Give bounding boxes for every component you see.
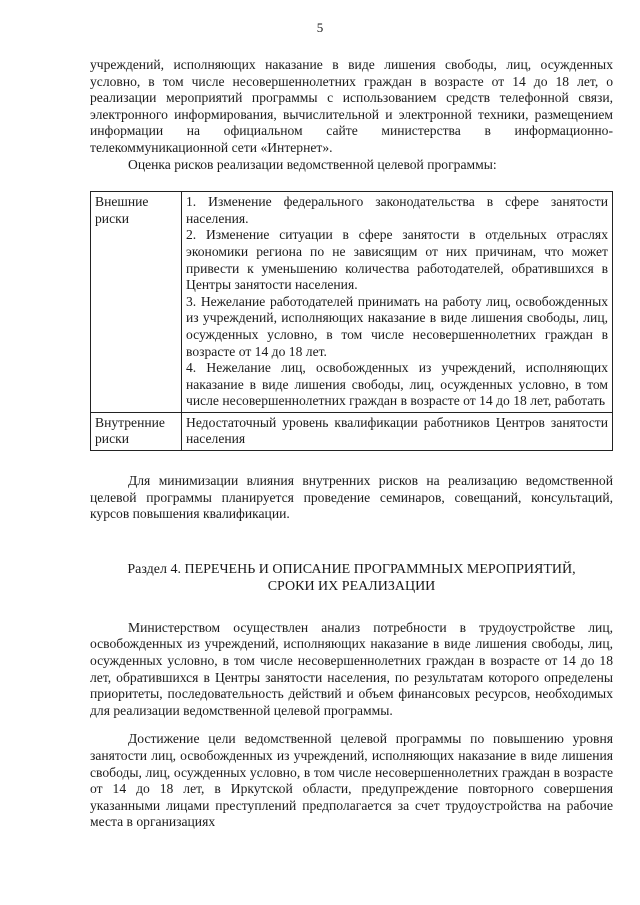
table-row-internal	[91, 412, 613, 450]
internal-risks-label: Внутренние риски	[91, 412, 182, 450]
section-title-line-1: Раздел 4. ПЕРЕЧЕНЬ И ОПИСАНИЕ ПРОГРАММНЫХ МЕРОПРИЯТИЙ,	[127, 561, 576, 577]
intro-paragraph: учреждений, исполняющих наказание в виде лишения свободы, лиц, осужденных условно, в том числе несовершеннолетних граждан в возрасте от 14 до 18 лет, о реализации мероприятий программы с использованием средств телефонной связи, электронного информирования, вычислительной и электронной техники, размещением информации на официальном сайте министерства в информационно-телекоммуникационной сети «Интернет».	[90, 57, 613, 155]
external-risks-list	[182, 192, 613, 413]
external-risk-item-1: 1. Изменение федерального законодательства в сфере занятости населения.	[186, 194, 608, 226]
section-title-line-2: СРОКИ ИХ РЕАЛИЗАЦИИ	[267, 578, 436, 594]
internal-risks-text: Недостаточный уровень квалификации работников Центров занятости населения	[182, 412, 613, 450]
external-risk-item-2: 2. Изменение ситуации в сфере занятости в отдельных отраслях экономики региона по не зависящим от них причинам, что может привести к уменьшению количества работодателей, обратившихся в Центры занятости населения.	[186, 227, 608, 293]
external-risks-label: Внешние риски	[91, 192, 182, 413]
table-caption: Оценка рисков реализации ведомственной целевой программы:	[128, 156, 497, 172]
external-risk-item-3: 3. Нежелание работодателей принимать на работу лиц, освобожденных из учреждений, исполняющих наказание в виде лишения свободы, лиц, осужденных условно, в том числе несовершеннолетних граждан в возрасте от 14 до 18 лет.	[186, 293, 608, 359]
section-paragraph-1: Министерством осуществлен анализ потребности в трудоустройстве лиц, освобожденных из учреждений, исполняющих наказание в виде лишения свободы, лиц, осужденных условно, в том числе несовершеннолетних граждан в возрасте от 14 до 18 лет, обратившихся в Центры занятости населения, по результатам которого определены приоритеты, последовательность действий и объем финансовых ресурсов, необходимых для реализации ведомственной целевой программы.	[90, 619, 613, 718]
minimize-paragraph: Для минимизации влияния внутренних рисков на реализацию ведомственной целевой программы планируется проведение семинаров, совещаний, консультаций, курсов повышения квалификации.	[90, 473, 613, 522]
table-row-external	[91, 192, 613, 413]
external-risk-item-4: 4. Нежелание лиц, освобожденных из учреждений, исполняющих наказание в виде лишения свободы, лиц, осужденных условно, в том числе несовершеннолетних граждан в возрасте от 14 до 18 лет, работать	[186, 360, 608, 409]
section-paragraph-2: Достижение цели ведомственной целевой программы по повышению уровня занятости лиц, освобожденных из учреждений, исполняющих наказание в виде лишения свободы, лиц, осужденных условно, в том числе несовершеннолетних граждан в возрасте от 14 до 18 лет, в Иркутской области, предупреждение повторного совершения указанными лицами преступлений предполагается за счет трудоустройства на рабочие места в организациях	[90, 731, 613, 830]
page-number: 5	[316, 20, 324, 35]
page-content	[90, 57, 613, 831]
risk-table	[90, 191, 613, 451]
